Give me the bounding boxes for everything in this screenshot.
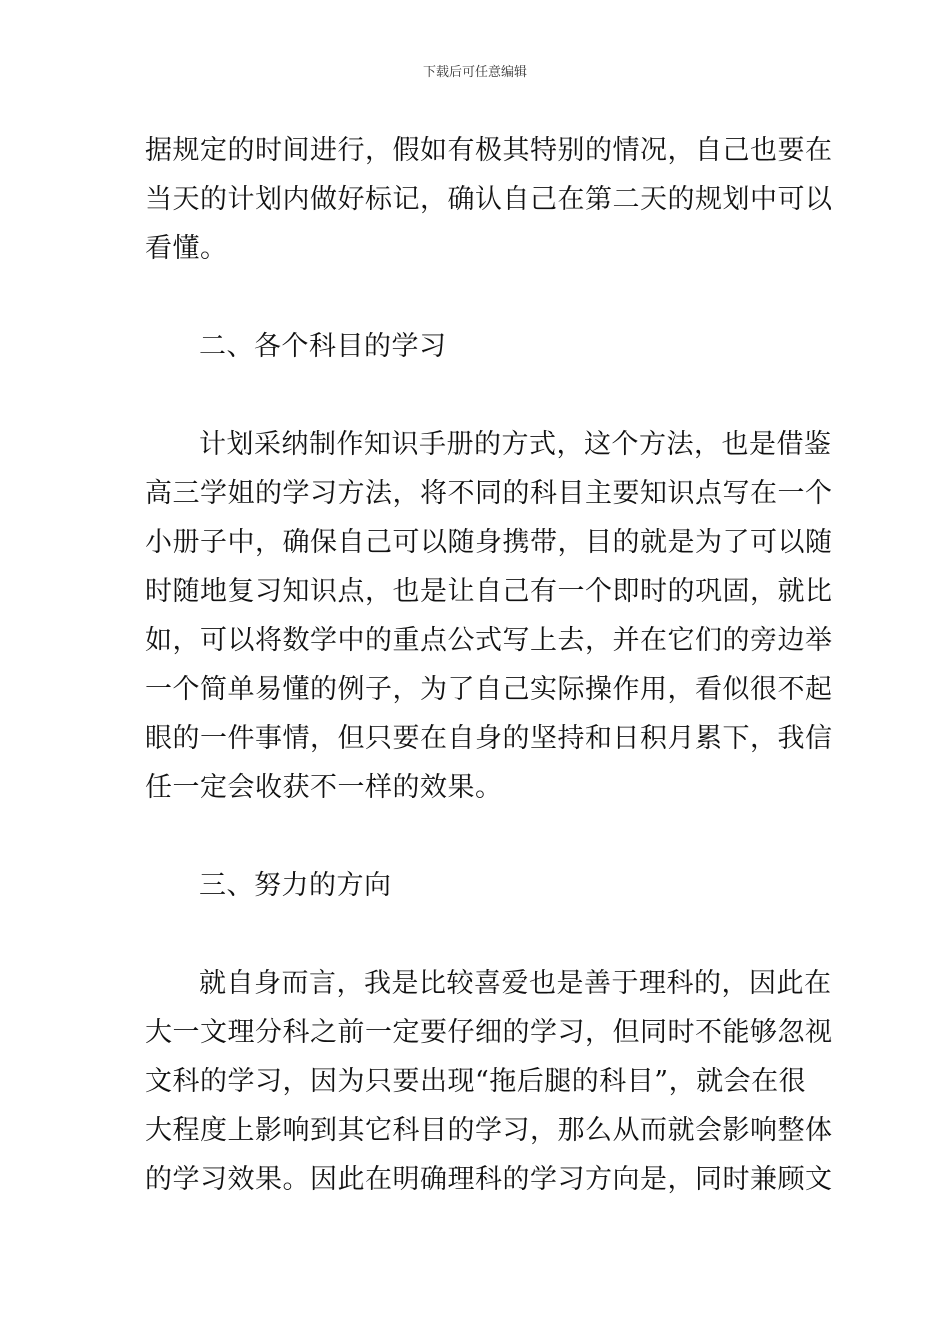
paragraph-line: 大一文理分科之前一定要仔细的学习，但同时不能够忽视: [145, 1017, 833, 1048]
section-heading-2: 二、各个科目的学习: [199, 331, 447, 362]
paragraph-line: 计划采纳制作知识手册的方式，这个方法，也是借鉴: [199, 429, 832, 460]
document-body: [145, 126, 833, 1204]
paragraph-line: 当天的计划内做好标记，确认自己在第二天的规划中可以: [145, 184, 833, 215]
paragraph-line: 一个简单易懂的例子，为了自己实际操作用，看似很不起: [145, 674, 833, 705]
paragraph-line: 据规定的时间进行，假如有极其特别的情况，自己也要在: [145, 135, 833, 166]
spacer: [145, 812, 807, 861]
paragraph-3: [145, 959, 833, 1204]
spacer: [145, 371, 807, 420]
paragraph-line: 就自身而言，我是比较喜爱也是善于理科的，因此在: [199, 968, 832, 999]
paragraph-2: [145, 420, 833, 812]
spacer: [145, 910, 807, 959]
paragraph-line: 的学习效果。因此在明确理科的学习方向是，同时兼顾文: [145, 1164, 833, 1195]
page-header: 下载后可任意编辑: [422, 65, 527, 80]
paragraph-line: 看懂。: [145, 233, 228, 264]
paragraph-line: 时随地复习知识点，也是让自己有一个即时的巩固，就比: [145, 576, 833, 607]
paragraph-line: 小册子中，确保自己可以随身携带，目的就是为了可以随: [145, 527, 833, 558]
paragraph-line: 眼的一件事情，但只要在自身的坚持和日积月累下，我信: [145, 723, 833, 754]
paragraph-line: 大程度上影响到其它科目的学习，那么从而就会影响整体: [145, 1115, 833, 1146]
spacer: [145, 273, 807, 322]
paragraph-line: 文科的学习，因为只要出现“拖后腿的科目”，就会在很: [145, 1066, 807, 1097]
paragraph-line: 如，可以将数学中的重点公式写上去，并在它们的旁边举: [145, 625, 833, 656]
section-heading-3: 三、努力的方向: [199, 870, 392, 901]
paragraph-line: 任一定会收获不一样的效果。: [145, 772, 503, 803]
paragraph-line: 高三学姐的学习方法，将不同的科目主要知识点写在一个: [145, 478, 833, 509]
paragraph-1: [145, 126, 833, 273]
